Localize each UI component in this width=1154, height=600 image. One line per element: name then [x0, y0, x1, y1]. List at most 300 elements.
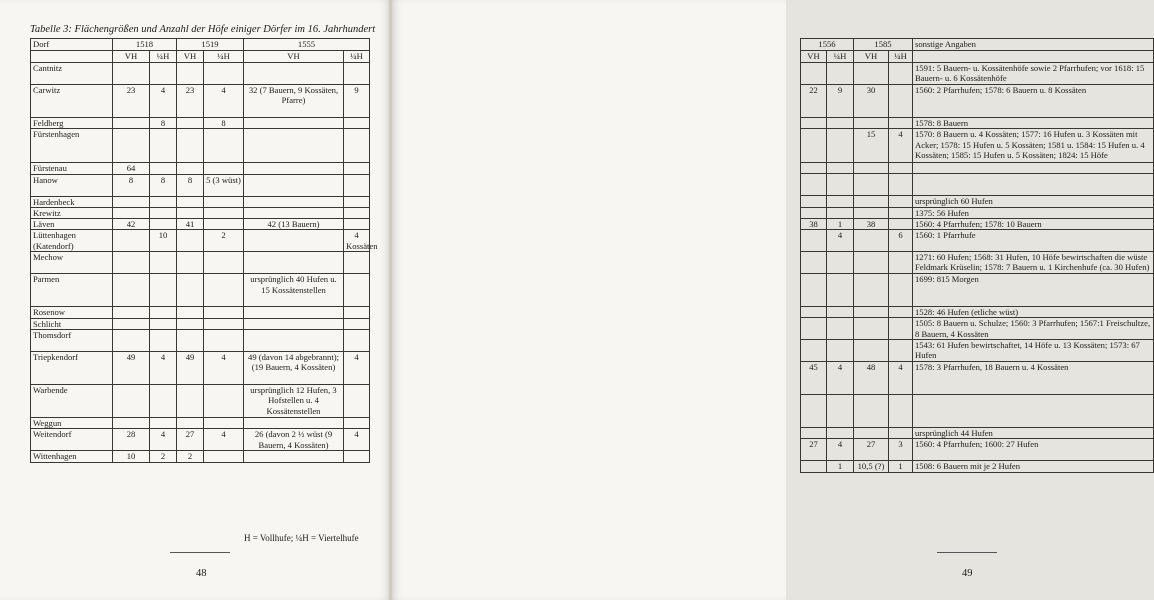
- qh-1555-cell: [344, 252, 370, 274]
- vh-1556-cell: [801, 129, 827, 163]
- vh-1519-cell: 8: [177, 174, 204, 196]
- vh-1555-cell: 32 (7 Bauern, 9 Kossäten, Pfarre): [244, 85, 344, 118]
- header-vh: VH: [113, 51, 150, 63]
- table-row: [31, 118, 370, 129]
- vh-1518-cell: 42: [113, 219, 150, 230]
- table-row: [31, 163, 370, 174]
- vh-1556-cell: [801, 340, 827, 362]
- vh-1518-cell: 49: [113, 352, 150, 385]
- vh-1585-cell: [854, 340, 889, 362]
- vh-1518-cell: 10: [113, 451, 150, 462]
- qh-1519-cell: [204, 307, 244, 318]
- table-row: [31, 451, 370, 462]
- table-row: [31, 196, 370, 207]
- table-row: [801, 252, 1154, 274]
- vh-1585-cell: [854, 118, 889, 129]
- vh-1585-cell: [854, 318, 889, 340]
- qh-1555-cell: [344, 163, 370, 174]
- table-row: [801, 163, 1154, 174]
- vh-1556-cell: [801, 230, 827, 252]
- table-row: [31, 252, 370, 274]
- village-name-cell: Lüttenhagen (Katendorf): [31, 230, 113, 252]
- notes-cell: [913, 163, 1154, 174]
- header-qh: ¼H: [204, 51, 244, 63]
- qh-1555-cell: [344, 274, 370, 307]
- vh-1556-cell: [801, 274, 827, 307]
- header-sonstige-angaben: sonstige Angaben: [913, 39, 1154, 51]
- qh-1518-cell: [150, 129, 177, 163]
- qh-1519-cell: [204, 219, 244, 230]
- vh-1518-cell: 64: [113, 163, 150, 174]
- vh-1585-cell: [854, 428, 889, 439]
- village-name-cell: Thomsdorf: [31, 330, 113, 352]
- vh-1518-cell: [113, 385, 150, 418]
- vh-1519-cell: 2: [177, 451, 204, 462]
- qh-1556-cell: [827, 252, 854, 274]
- qh-1556-cell: [827, 163, 854, 174]
- qh-1519-cell: 4: [204, 429, 244, 451]
- header-qh: ¼H: [889, 51, 913, 63]
- vh-1518-cell: [113, 207, 150, 218]
- village-name-cell: Läven: [31, 219, 113, 230]
- vh-1585-cell: 38: [854, 218, 889, 229]
- qh-1556-cell: [827, 196, 854, 207]
- vh-1518-cell: 8: [113, 174, 150, 196]
- qh-1585-cell: 1: [889, 461, 913, 472]
- header-row-years: [31, 39, 370, 51]
- village-name-cell: Parmen: [31, 274, 113, 307]
- qh-1585-cell: [889, 174, 913, 196]
- qh-1519-cell: [204, 163, 244, 174]
- qh-1585-cell: [889, 163, 913, 174]
- table-row: [801, 362, 1154, 395]
- vh-1518-cell: [113, 252, 150, 274]
- qh-1555-cell: [344, 451, 370, 462]
- vh-1519-cell: [177, 418, 204, 429]
- notes-cell: 1578: 8 Bauern: [913, 118, 1154, 129]
- village-name-cell: Rosenow: [31, 307, 113, 318]
- vh-1585-cell: [854, 174, 889, 196]
- vh-1556-cell: [801, 461, 827, 472]
- vh-1519-cell: 27: [177, 429, 204, 451]
- qh-1555-cell: [344, 63, 370, 85]
- qh-1585-cell: [889, 252, 913, 274]
- vh-1519-cell: [177, 307, 204, 318]
- vh-1556-cell: [801, 174, 827, 196]
- vh-1519-cell: 23: [177, 85, 204, 118]
- vh-1585-cell: [854, 63, 889, 85]
- village-name-cell: Weggun: [31, 418, 113, 429]
- qh-1585-cell: 4: [889, 129, 913, 163]
- table-row: [31, 174, 370, 196]
- table-caption: Tabelle 3: Flächengrößen und Anzahl der Höfe einiger Dörfer im 16. Jahrhundert: [30, 24, 376, 35]
- vh-1556-cell: [801, 395, 827, 428]
- table-row: [31, 352, 370, 385]
- qh-1585-cell: [889, 207, 913, 218]
- qh-1556-cell: [827, 174, 854, 196]
- table-row: [31, 85, 370, 118]
- vh-1556-cell: [801, 118, 827, 129]
- table-row: [31, 385, 370, 418]
- qh-1585-cell: [889, 318, 913, 340]
- vh-1555-cell: ursprünglich 40 Hufen u. 15 Kossätenstellen: [244, 274, 344, 307]
- vh-1518-cell: [113, 63, 150, 85]
- qh-1518-cell: [150, 163, 177, 174]
- vh-1555-cell: [244, 63, 344, 85]
- qh-1518-cell: [150, 318, 177, 329]
- table-row: [31, 307, 370, 318]
- qh-1556-cell: [827, 340, 854, 362]
- village-name-cell: Hardenbeck: [31, 196, 113, 207]
- qh-1519-cell: [204, 129, 244, 163]
- vh-1585-cell: [854, 252, 889, 274]
- vh-1519-cell: 49: [177, 352, 204, 385]
- vh-1556-cell: [801, 207, 827, 218]
- vh-1556-cell: 22: [801, 85, 827, 118]
- legend-note: H = Vollhufe; ¼H = Viertelhufe: [244, 533, 359, 543]
- notes-cell: 1560: 4 Pfarrhufen; 1578: 10 Bauern: [913, 218, 1154, 229]
- table-row: [801, 428, 1154, 439]
- header-row-units: [801, 51, 1154, 63]
- qh-1555-cell: [344, 118, 370, 129]
- qh-1556-cell: 9: [827, 85, 854, 118]
- qh-1555-cell: [344, 207, 370, 218]
- qh-1518-cell: [150, 274, 177, 307]
- village-name-cell: Schlicht: [31, 318, 113, 329]
- qh-1518-cell: 10: [150, 230, 177, 252]
- table-row: [801, 439, 1154, 461]
- notes-cell: 1591: 5 Bauern- u. Kossätenhöfe sowie 2 Pfarrhufen; vor 1618: 15 Bauern- u. 6 Kossätenhöfe: [913, 63, 1154, 85]
- vh-1519-cell: [177, 129, 204, 163]
- notes-cell: 1271: 60 Hufen; 1568: 31 Hufen, 10 Höfe bewirtschaften die wüste Feldmark Krüselin; 1578: 7 Bauern u. 1 Kirchenhufe (ca. 30 Hufen): [913, 252, 1154, 274]
- vh-1518-cell: 23: [113, 85, 150, 118]
- qh-1585-cell: 6: [889, 230, 913, 252]
- notes-cell: ursprünglich 44 Hufen: [913, 428, 1154, 439]
- qh-1519-cell: [204, 418, 244, 429]
- vh-1556-cell: [801, 63, 827, 85]
- qh-1518-cell: [150, 307, 177, 318]
- qh-1585-cell: 3: [889, 439, 913, 461]
- vh-1555-cell: [244, 207, 344, 218]
- qh-1556-cell: 1: [827, 461, 854, 472]
- qh-1555-cell: [344, 129, 370, 163]
- table-row: [801, 129, 1154, 163]
- vh-1556-cell: 27: [801, 439, 827, 461]
- vh-1555-cell: [244, 163, 344, 174]
- qh-1556-cell: [827, 395, 854, 428]
- vh-1555-cell: 42 (13 Bauern): [244, 219, 344, 230]
- qh-1556-cell: 1: [827, 218, 854, 229]
- qh-1585-cell: [889, 85, 913, 118]
- qh-1519-cell: [204, 451, 244, 462]
- table-row: [31, 129, 370, 163]
- vh-1518-cell: [113, 330, 150, 352]
- vh-1555-cell: 26 (davon 2 ½ wüst (9 Bauern, 4 Kossäten): [244, 429, 344, 451]
- table-row: [801, 340, 1154, 362]
- vh-1518-cell: 28: [113, 429, 150, 451]
- table-row: [31, 318, 370, 329]
- vh-1585-cell: [854, 307, 889, 318]
- qh-1519-cell: [204, 207, 244, 218]
- notes-cell: 1578: 3 Pfarrhufen, 18 Bauern u. 4 Kossäten: [913, 362, 1154, 395]
- vh-1585-cell: 48: [854, 362, 889, 395]
- left-data-table: [30, 38, 378, 463]
- vh-1518-cell: [113, 418, 150, 429]
- table-row: [801, 395, 1154, 428]
- notes-cell: [913, 395, 1154, 428]
- table-row: [31, 429, 370, 451]
- village-name-cell: Carwitz: [31, 85, 113, 118]
- header-vh: VH: [801, 51, 827, 63]
- table-row: [31, 230, 370, 252]
- vh-1585-cell: [854, 230, 889, 252]
- vh-1519-cell: [177, 230, 204, 252]
- vh-1556-cell: 45: [801, 362, 827, 395]
- notes-cell: 1375: 56 Hufen: [913, 207, 1154, 218]
- vh-1555-cell: 49 (davon 14 abgebrannt); (19 Bauern, 4 Kossäten): [244, 352, 344, 385]
- qh-1518-cell: [150, 385, 177, 418]
- qh-1518-cell: [150, 219, 177, 230]
- qh-1519-cell: [204, 385, 244, 418]
- qh-1585-cell: [889, 274, 913, 307]
- vh-1555-cell: [244, 230, 344, 252]
- vh-1519-cell: 41: [177, 219, 204, 230]
- qh-1555-cell: 4: [344, 429, 370, 451]
- qh-1556-cell: 4: [827, 230, 854, 252]
- vh-1556-cell: [801, 307, 827, 318]
- vh-1585-cell: [854, 395, 889, 428]
- header-dorf: Dorf: [31, 39, 113, 51]
- qh-1585-cell: [889, 218, 913, 229]
- header-blank: [913, 51, 1154, 63]
- vh-1555-cell: [244, 307, 344, 318]
- qh-1556-cell: 4: [827, 439, 854, 461]
- village-name-cell: Hanow: [31, 174, 113, 196]
- village-name-cell: Wittenhagen: [31, 451, 113, 462]
- page-number: 49: [962, 568, 973, 579]
- vh-1585-cell: [854, 163, 889, 174]
- vh-1585-cell: 27: [854, 439, 889, 461]
- table-row: [801, 218, 1154, 229]
- table-row: [801, 63, 1154, 85]
- vh-1585-cell: 30: [854, 85, 889, 118]
- qh-1519-cell: [204, 274, 244, 307]
- notes-cell: 1508: 6 Bauern mit je 2 Hufen: [913, 461, 1154, 472]
- vh-1519-cell: [177, 207, 204, 218]
- notes-cell: 1570: 8 Bauern u. 4 Kossäten; 1577: 16 Hufen u. 3 Kossäten mit Acker; 1578: 15 Hufen u. 5 Kossäten; 1581 u. 1584: 15 Hufen u. 4 Kossäten; 1585: 15 Hufen u. 5 Kossäten; 1824: 15 Höfe: [913, 129, 1154, 163]
- qh-1556-cell: [827, 63, 854, 85]
- vh-1518-cell: [113, 274, 150, 307]
- header-qh: ¼H: [344, 51, 370, 63]
- vh-1556-cell: [801, 196, 827, 207]
- header-qh: ¼H: [150, 51, 177, 63]
- qh-1519-cell: 8: [204, 118, 244, 129]
- qh-1519-cell: 5 (3 wüst): [204, 174, 244, 196]
- vh-1555-cell: [244, 118, 344, 129]
- village-name-cell: Feldberg: [31, 118, 113, 129]
- table-row: [801, 174, 1154, 196]
- header-year-1556: 1556: [801, 39, 854, 51]
- vh-1585-cell: 10,5 (?): [854, 461, 889, 472]
- table-row: [801, 318, 1154, 340]
- village-name-cell: Weitendorf: [31, 429, 113, 451]
- header-qh: ¼H: [827, 51, 854, 63]
- page-number: 48: [196, 568, 207, 579]
- qh-1556-cell: [827, 307, 854, 318]
- qh-1585-cell: [889, 340, 913, 362]
- qh-1555-cell: [344, 330, 370, 352]
- village-name-cell: Cantnitz: [31, 63, 113, 85]
- table-row: [801, 118, 1154, 129]
- table-row: [801, 85, 1154, 118]
- qh-1518-cell: 8: [150, 174, 177, 196]
- qh-1585-cell: [889, 118, 913, 129]
- vh-1519-cell: [177, 252, 204, 274]
- qh-1519-cell: [204, 330, 244, 352]
- vh-1585-cell: [854, 196, 889, 207]
- vh-1555-cell: [244, 174, 344, 196]
- qh-1555-cell: [344, 196, 370, 207]
- notes-cell: 1560: 1 Pfarrhufe: [913, 230, 1154, 252]
- vh-1585-cell: [854, 274, 889, 307]
- qh-1556-cell: 4: [827, 362, 854, 395]
- qh-1555-cell: [344, 318, 370, 329]
- vh-1555-cell: [244, 318, 344, 329]
- vh-1518-cell: [113, 196, 150, 207]
- qh-1585-cell: [889, 395, 913, 428]
- qh-1555-cell: [344, 418, 370, 429]
- qh-1518-cell: [150, 418, 177, 429]
- notes-cell: 1543: 61 Hufen bewirtschaftet, 14 Höfe u. 13 Kossäten; 1573: 67 Hufen: [913, 340, 1154, 362]
- vh-1518-cell: [113, 230, 150, 252]
- header-year-1518: 1518: [113, 39, 177, 51]
- village-name-cell: Mechow: [31, 252, 113, 274]
- vh-1519-cell: [177, 163, 204, 174]
- qh-1518-cell: [150, 196, 177, 207]
- right-data-table: [800, 38, 1154, 473]
- header-vh: VH: [177, 51, 204, 63]
- header-year-1585: 1585: [854, 39, 913, 51]
- qh-1555-cell: [344, 385, 370, 418]
- village-name-cell: Triepkendorf: [31, 352, 113, 385]
- header-row-years: [801, 39, 1154, 51]
- qh-1556-cell: [827, 274, 854, 307]
- vh-1519-cell: [177, 196, 204, 207]
- qh-1555-cell: [344, 174, 370, 196]
- right-page: [392, 0, 1151, 600]
- qh-1518-cell: [150, 252, 177, 274]
- vh-1585-cell: [854, 207, 889, 218]
- notes-cell: 1528: 46 Hufen (etliche wüst): [913, 307, 1154, 318]
- table-row: [801, 207, 1154, 218]
- table-row: [801, 230, 1154, 252]
- qh-1555-cell: [344, 307, 370, 318]
- vh-1519-cell: [177, 274, 204, 307]
- vh-1519-cell: [177, 63, 204, 85]
- vh-1555-cell: [244, 196, 344, 207]
- notes-cell: 1560: 4 Pfarrhufen; 1600: 27 Hufen: [913, 439, 1154, 461]
- vh-1556-cell: [801, 163, 827, 174]
- footer-rule: [170, 552, 230, 553]
- header-vh: VH: [244, 51, 344, 63]
- qh-1518-cell: [150, 330, 177, 352]
- notes-cell: 1505: 8 Bauern u. Schulze; 1560: 3 Pfarrhufen; 1567:1 Freischultze, 8 Bauern, 4 Kossäten: [913, 318, 1154, 340]
- vh-1556-cell: [801, 428, 827, 439]
- qh-1556-cell: [827, 129, 854, 163]
- header-blank: [31, 51, 113, 63]
- table-row: [31, 274, 370, 307]
- header-year-1555: 1555: [244, 39, 370, 51]
- village-name-cell: Warbende: [31, 385, 113, 418]
- village-name-cell: Krewitz: [31, 207, 113, 218]
- qh-1519-cell: [204, 196, 244, 207]
- vh-1555-cell: [244, 252, 344, 274]
- qh-1519-cell: 4: [204, 85, 244, 118]
- vh-1555-cell: ursprünglich 12 Hufen, 3 Hofstellen u. 4 Kossätenstellen: [244, 385, 344, 418]
- qh-1585-cell: [889, 307, 913, 318]
- qh-1555-cell: 4: [344, 352, 370, 385]
- vh-1518-cell: [113, 307, 150, 318]
- qh-1555-cell: [344, 219, 370, 230]
- qh-1518-cell: [150, 207, 177, 218]
- table-row: [801, 274, 1154, 307]
- table-row: [31, 330, 370, 352]
- vh-1556-cell: 38: [801, 218, 827, 229]
- qh-1556-cell: [827, 118, 854, 129]
- vh-1518-cell: [113, 118, 150, 129]
- qh-1519-cell: [204, 318, 244, 329]
- table-row: [801, 196, 1154, 207]
- vh-1585-cell: 15: [854, 129, 889, 163]
- table-row: [31, 63, 370, 85]
- qh-1556-cell: [827, 318, 854, 340]
- table-row: [31, 219, 370, 230]
- table-row: [801, 461, 1154, 472]
- qh-1518-cell: [150, 63, 177, 85]
- qh-1556-cell: [827, 207, 854, 218]
- vh-1556-cell: [801, 252, 827, 274]
- table-row: [31, 418, 370, 429]
- qh-1519-cell: [204, 63, 244, 85]
- qh-1518-cell: 8: [150, 118, 177, 129]
- header-year-1519: 1519: [177, 39, 244, 51]
- qh-1556-cell: [827, 428, 854, 439]
- vh-1555-cell: [244, 418, 344, 429]
- vh-1519-cell: [177, 385, 204, 418]
- vh-1519-cell: [177, 118, 204, 129]
- qh-1585-cell: [889, 428, 913, 439]
- village-name-cell: Fürstenhagen: [31, 129, 113, 163]
- vh-1555-cell: [244, 129, 344, 163]
- table-row: [801, 307, 1154, 318]
- vh-1518-cell: [113, 129, 150, 163]
- vh-1555-cell: [244, 451, 344, 462]
- village-name-cell: Fürstenau: [31, 163, 113, 174]
- qh-1519-cell: 2: [204, 230, 244, 252]
- vh-1519-cell: [177, 318, 204, 329]
- left-page: [0, 0, 390, 600]
- vh-1556-cell: [801, 318, 827, 340]
- notes-cell: 1560: 2 Pfarrhufen; 1578: 6 Bauern u. 8 Kossäten: [913, 85, 1154, 118]
- footer-rule: [937, 552, 997, 553]
- notes-cell: ursprünglich 60 Hufen: [913, 196, 1154, 207]
- vh-1518-cell: [113, 318, 150, 329]
- qh-1518-cell: 4: [150, 429, 177, 451]
- qh-1518-cell: 2: [150, 451, 177, 462]
- qh-1518-cell: 4: [150, 352, 177, 385]
- vh-1519-cell: [177, 330, 204, 352]
- qh-1585-cell: 4: [889, 362, 913, 395]
